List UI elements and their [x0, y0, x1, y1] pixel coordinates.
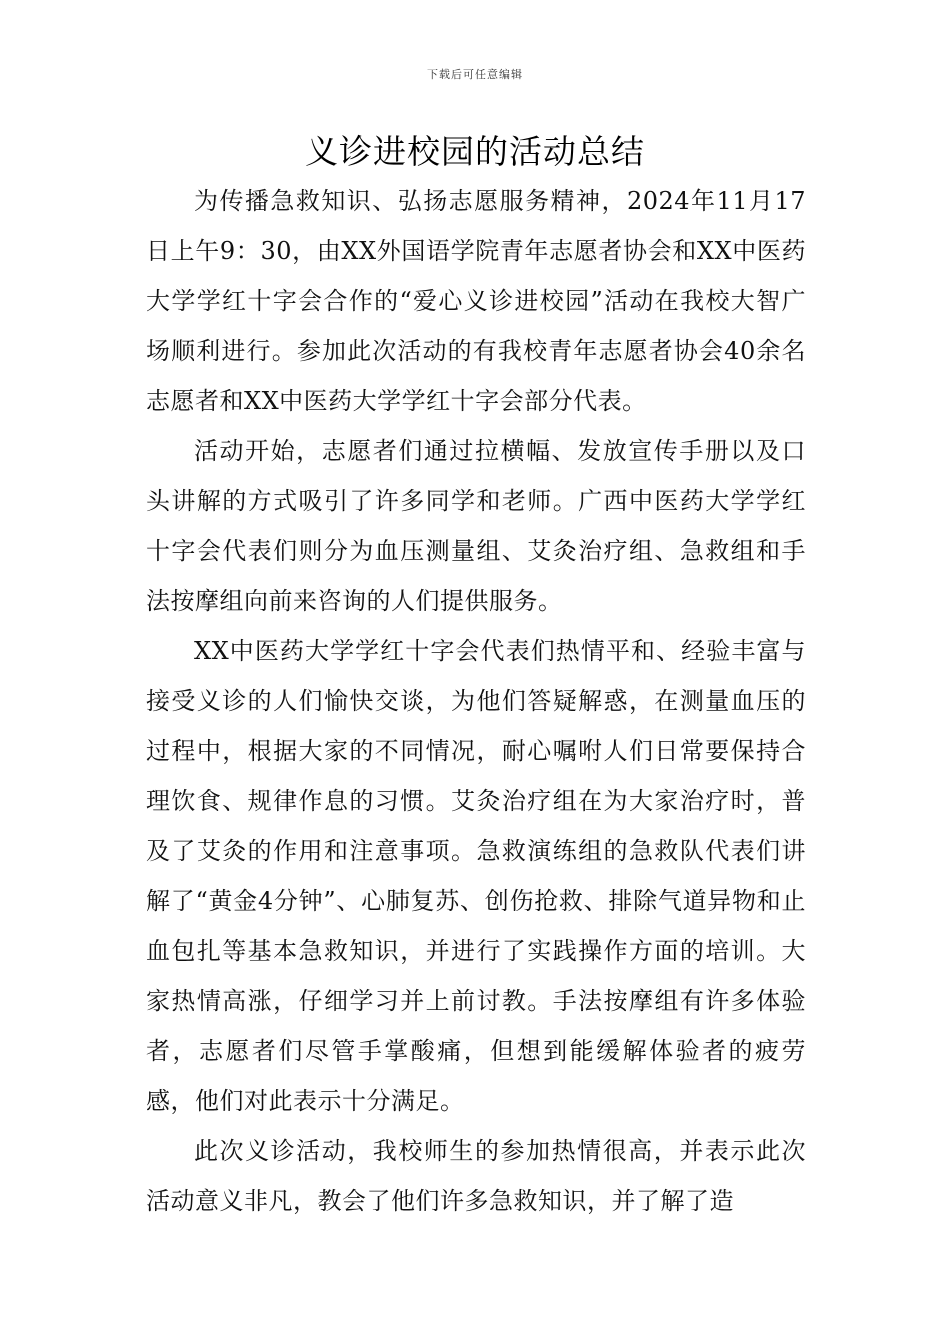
header-note: 下载后可任意编辑 — [427, 68, 523, 81]
document-body — [146, 176, 806, 1226]
document-title: 义诊进校园的活动总结 — [305, 132, 645, 171]
paragraph-activity-start: 活动开始，志愿者们通过拉横幅、发放宣传手册以及口头讲解的方式吸引了许多同学和老师。广西中医药大学学红十字会代表们则分为血压测量组、艾灸治疗组、急救组和手法按摩组向前来咨询的人们提供服务。 — [146, 437, 806, 615]
paragraph-conclusion: 此次义诊活动，我校师生的参加热情很高，并表示此次活动意义非凡，教会了他们许多急救知识，并了解了造 — [146, 1137, 806, 1215]
paragraph-intro: 为传播急救知识、弘扬志愿服务精神，2024年11月17日上午9：30，由XX外国语学院青年志愿者协会和XX中医药大学学红十字会合作的“爱心义诊进校园”活动在我校大智广场顺利进行。参加此次活动的有我校青年志愿者协会40余名志愿者和XX中医药大学学红十字会部分代表。 — [146, 187, 806, 415]
paragraph-service-details: XX中医药大学学红十字会代表们热情平和、经验丰富与接受义诊的人们愉快交谈，为他们答疑解惑，在测量血压的过程中，根据大家的不同情况，耐心嘱咐人们日常要保持合理饮食、规律作息的习惯。艾灸治疗组在为大家治疗时，普及了艾灸的作用和注意事项。急救演练组的急救队代表们讲解了“黄金4分钟”、心肺复苏、创伤抢救、排除气道异物和止血包扎等基本急救知识，并进行了实践操作方面的培训。大家热情高涨，仔细学习并上前讨教。手法按摩组有许多体验者，志愿者们尽管手掌酸痛，但想到能缓解体验者的疲劳感，他们对此表示十分满足。 — [146, 637, 806, 1115]
